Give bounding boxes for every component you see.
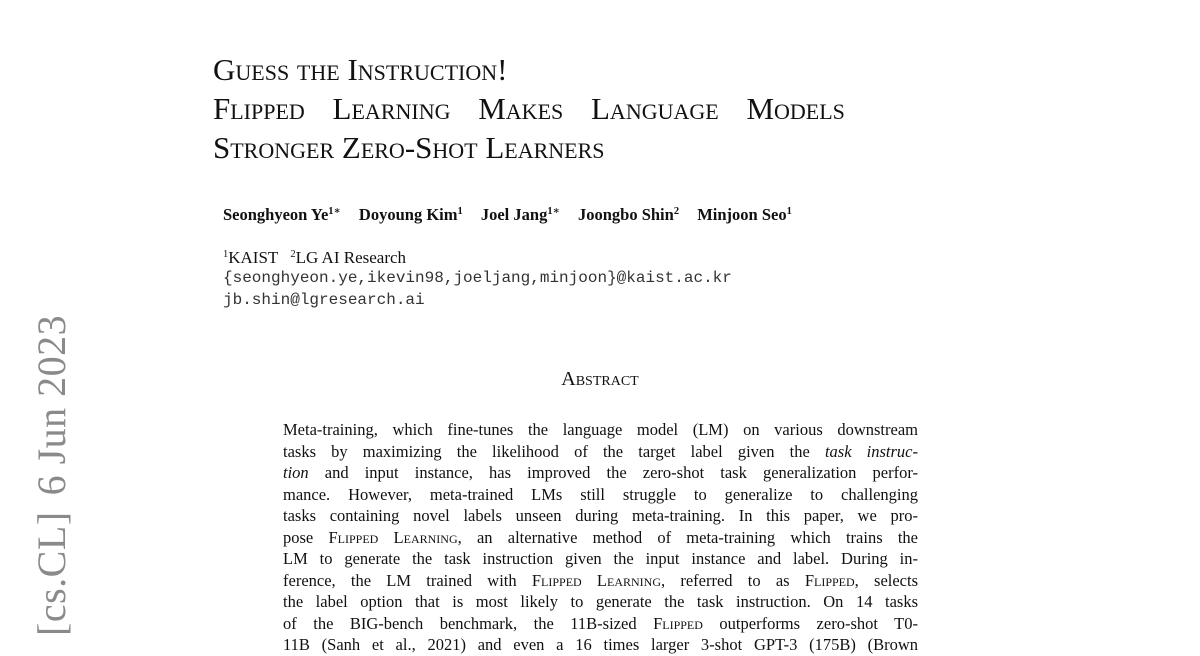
author — [481, 200, 560, 227]
paper-title — [213, 50, 1013, 167]
title-line-3: Stronger Zero-Shot Learners — [213, 130, 605, 165]
author-list — [223, 200, 806, 227]
title-line-2: Flipped Learning Makes Language Models — [213, 91, 845, 126]
title-line-1: Guess the Instruction! — [213, 52, 508, 87]
arxiv-stamp — [28, 315, 76, 636]
author — [578, 200, 679, 227]
affiliation-name: KAIST — [228, 248, 279, 267]
emphasis-task-instruction: task instruc- — [824, 441, 918, 461]
abstract-line: 11B (Sanh et al., 2021) and even a 16 times larger 3-shot GPT-3 (175B) (Brown — [283, 635, 918, 654]
author-mark: 1 — [457, 206, 463, 217]
affiliations — [223, 244, 406, 269]
email-line-2[interactable]: jb.shin@lgresearch.ai — [223, 291, 425, 309]
abstract-line: ference, the LM trained with Flipped Learning, referred to as Flipped, selects — [283, 570, 919, 590]
abstract-line: tion and input instance, has improved the zero-shot task generalization perfor- — [283, 463, 918, 482]
author-mark: 1 — [786, 206, 792, 217]
abstract-body — [283, 419, 918, 656]
author-name: Minjoon Seo — [697, 205, 787, 224]
abstract-line: Meta-training, which fine-tunes the language model (LM) on various downstream — [283, 420, 918, 439]
method-name: Flipped Learning — [328, 527, 458, 547]
abstract-heading: Abstract — [561, 368, 639, 390]
author-name: Joel Jang — [480, 205, 548, 224]
emphasis-task-instruction: tion — [283, 463, 309, 482]
abstract-line: mance. However, meta-trained LMs still struggle to generalize to challenging — [283, 484, 918, 504]
author-mark: 1∗ — [328, 206, 341, 217]
author — [223, 200, 341, 227]
model-name: Flipped — [653, 613, 703, 633]
affiliation-mark: 1 — [223, 249, 229, 260]
author-name: Doyoung Kim — [358, 205, 458, 224]
arxiv-category: [cs.CL] — [29, 511, 74, 636]
model-name: Flipped — [804, 570, 855, 590]
method-name: Flipped Learning — [531, 570, 661, 590]
affiliation-mark: 2 — [290, 249, 296, 260]
arxiv-date: 6 Jun 2023 — [29, 314, 74, 496]
abstract-line: tasks containing novel labels unseen during meta-training. In this paper, we pro- — [283, 506, 918, 525]
email-line-1[interactable]: {seonghyeon.ye,ikevin98,joeljang,minjoon}@kaist.ac.kr — [223, 269, 732, 287]
author — [697, 200, 792, 227]
abstract-line: of the BIG-bench benchmark, the 11B-sized Flipped outperforms zero-shot T0- — [283, 613, 918, 633]
author-mark: 2 — [673, 206, 680, 217]
abstract-line: the label option that is most likely to generate the task instruction. On 14 tasks — [283, 592, 918, 611]
abstract-line: tasks by maximizing the likelihood of the target label given the task instruc- — [283, 441, 918, 461]
author — [359, 200, 463, 227]
affiliation-name: LG AI Research — [295, 248, 407, 267]
abstract-line: LM to generate the task instruction given the input instance and label. During in- — [283, 549, 918, 568]
author-mark: 1∗ — [547, 206, 560, 217]
abstract-line: pose Flipped Learning, an alternative method of meta-training which trains the — [283, 527, 918, 547]
author-name: Seonghyeon Ye — [223, 205, 329, 224]
author-name: Joongbo Shin — [577, 205, 674, 224]
